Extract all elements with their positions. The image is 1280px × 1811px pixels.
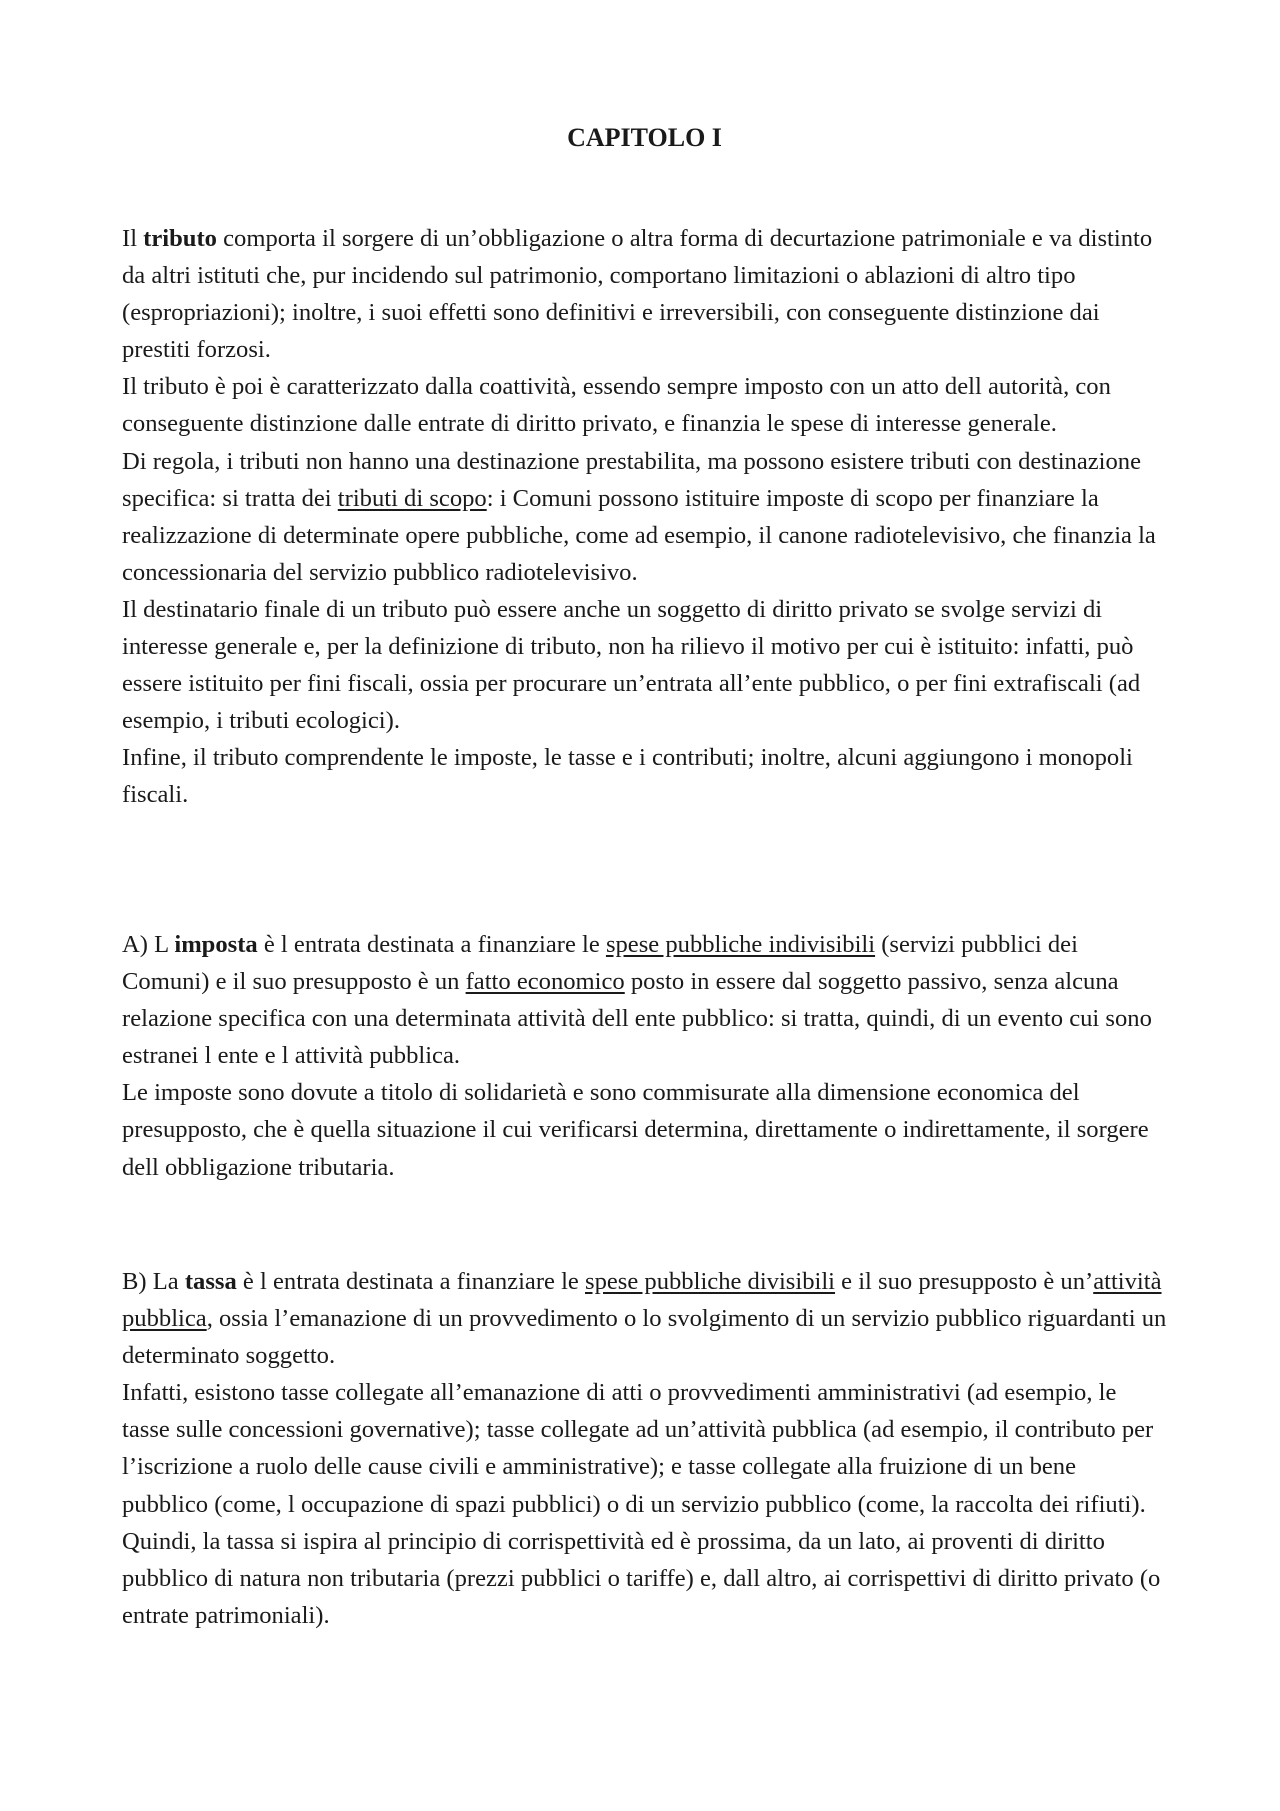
tassa-text-b: e il suo presupposto è un’ bbox=[835, 1268, 1094, 1295]
tributo-p1-lead: Il bbox=[122, 225, 144, 252]
tassa-paragraph-2: Infatti, esistono tasse collegate all’emanazione di atti o provvedimenti amministrativi (ad esempio, le tasse sulle concessioni governative); tasse collegate ad un’attività pubblica (ad esempio, il contributo per l’iscrizione a ruolo delle cause civili e amministrative); e tasse collegate alla fruizione di un bene pubblico (come, l occupazione di spazi pubblici) o di un servizio pubblico (come, la raccolta dei rifiuti). bbox=[122, 1379, 1154, 1518]
tributi-di-scopo-term: tributi di scopo bbox=[337, 484, 487, 512]
imposta-text-a: è l entrata destinata a finanziare le bbox=[257, 931, 606, 958]
imposta-text-b: (servizi pubblici dei Comuni) e il suo presupposto è un bbox=[122, 931, 1078, 996]
fatto-economico-term: fatto economico bbox=[465, 968, 625, 996]
imposta-lead: A) L bbox=[122, 931, 175, 958]
spese-divisibili-term: spese pubbliche divisibili bbox=[585, 1268, 836, 1295]
tassa-lead: B) La bbox=[122, 1268, 185, 1295]
tributo-paragraph-2: Il tributo è poi è caratterizzato dalla coattività, essendo sempre imposto con un atto dell autorità, con conseguente distinzione dalle entrate di diritto privato, e finanzia le spese di interesse generale. bbox=[122, 373, 1111, 438]
tributo-term: tributo bbox=[143, 225, 217, 252]
tributo-p3-b: : i Comuni possono istituire imposte di scopo per finanziare la realizzazione di determinate opere pubbliche, come ad esempio, il canone radiotelevisivo, che finanzia la concessionaria del servizio pubblico radiotelevisivo. bbox=[122, 484, 1156, 586]
attivita-pubblica-term: attività pubblica bbox=[122, 1268, 1162, 1333]
tributo-p1-text: comporta il sorgere di un’obbligazione o altra forma di decurtazione patrimoniale e va distinto da altri istituti che, pur incidendo sul patrimonio, comportano limitazioni o ablazioni di altro tipo (espropriazioni); inoltre, i suoi effetti sono definitivi e irreversibili, con conseguente distinzione dai prestiti forzosi. bbox=[122, 225, 1153, 364]
tassa-text-c: , ossia l’emanazione di un provvedimento o lo svolgimento di un servizio pubblico riguardanti un determinato soggetto. bbox=[122, 1305, 1167, 1370]
tributo-p3-a: Di regola, i tributi non hanno una destinazione prestabilita, ma possono esistere tributi con destinazione specifica: si tratta dei bbox=[122, 447, 1142, 512]
imposta-paragraph-2: Le imposte sono dovute a titolo di solidarietà e sono commisurate alla dimensione economica del presupposto, che è quella situazione il cui verificarsi determina, direttamente o indirettamente, il sorgere dell obbligazione tributaria. bbox=[122, 1079, 1149, 1181]
chapter-title: CAPITOLO I bbox=[567, 123, 722, 152]
spese-indivisibili-term: spese pubbliche indivisibili bbox=[605, 931, 876, 958]
imposta-text-c: posto in essere dal soggetto passivo, senza alcuna relazione specifica con una determinata attività dell ente pubblico: si tratta, quindi, di un evento cui sono estranei l ente e l attività pubblica. bbox=[122, 968, 1152, 1070]
section-tributo bbox=[122, 220, 1167, 814]
section-tassa bbox=[122, 1263, 1167, 1634]
tassa-term: tassa bbox=[184, 1268, 237, 1295]
tributo-paragraph-3 bbox=[122, 443, 1167, 591]
imposta-paragraph-1 bbox=[122, 926, 1167, 1074]
tributo-paragraph-5: Infine, il tributo comprendente le imposte, le tasse e i contributi; inoltre, alcuni aggiungono i monopoli fiscali. bbox=[122, 744, 1133, 809]
imposta-term: imposta bbox=[174, 931, 258, 958]
section-imposta bbox=[122, 926, 1167, 1186]
tributo-paragraph-1 bbox=[122, 220, 1167, 368]
tassa-paragraph-3: Quindi, la tassa si ispira al principio di corrispettività ed è prossima, da un lato, ai proventi di diritto pubblico di natura non tributaria (prezzi pubblici o tariffe) e, dall altro, ai corrispettivi di diritto privato (o entrate patrimoniali). bbox=[122, 1527, 1161, 1629]
tassa-text-a: è l entrata destinata a finanziare le bbox=[236, 1268, 585, 1295]
tributo-paragraph-4: Il destinatario finale di un tributo può essere anche un soggetto di diritto privato se svolge servizi di interesse generale e, per la definizione di tributo, non ha rilievo il motivo per cui è istituito: infatti, può essere istituito per fini fiscali, ossia per procurare un’entrata all’ente pubblico, o per fini extrafiscali (ad esempio, i tributi ecologici). bbox=[122, 595, 1141, 735]
tassa-paragraph-1 bbox=[122, 1263, 1167, 1374]
